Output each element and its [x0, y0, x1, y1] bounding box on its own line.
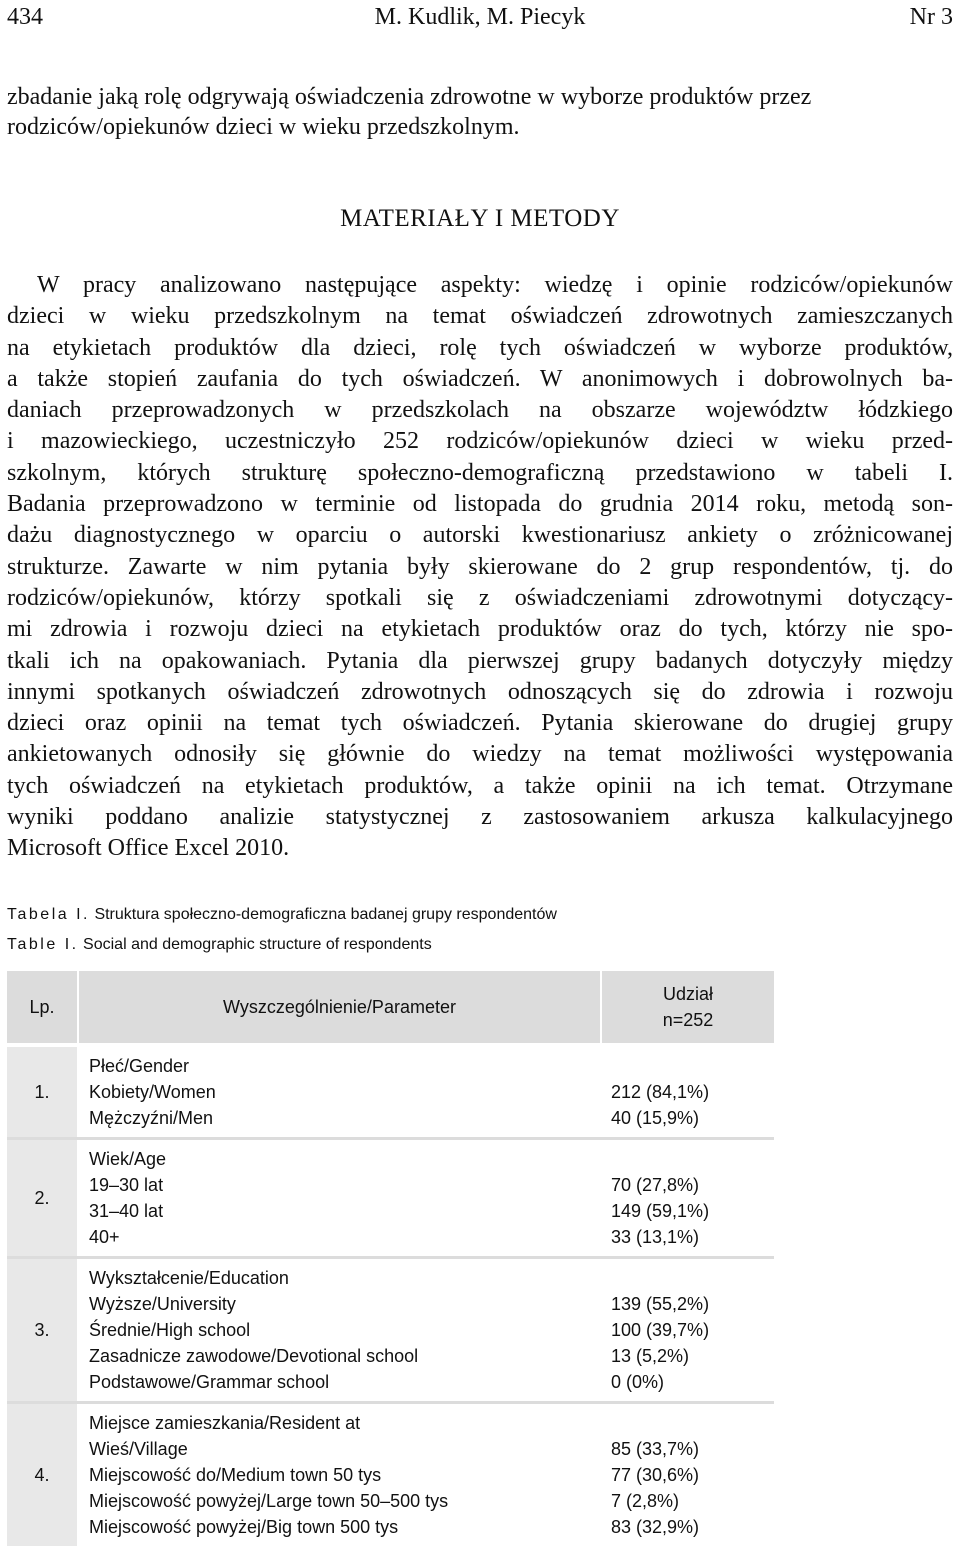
- caption-text: Struktura społeczno-demograficzna badanej grupy respondentów: [94, 906, 557, 923]
- parameter-item: 40+: [89, 1224, 591, 1250]
- running-head-authors: M. Kudlik, M. Piecyk: [7, 4, 953, 31]
- header-share-line: n=252: [610, 1007, 766, 1033]
- text-line: dażu diagnostycznego w oparciu o autorski kwestionariusz ankiety o zróżnicowanej: [7, 520, 953, 551]
- text-line: ankietowanych odnosiły się głównie do wiedzy na temat możliwości występowania: [7, 739, 953, 770]
- text-line: innymi spotkanych oświadczeń zdrowotnych odnoszących się do zdrowia i rozwoju: [7, 677, 953, 708]
- demographic-table: [7, 971, 774, 1546]
- text-line: mi zdrowia i rozwoju dzieci na etykietach produktów oraz do tych, którzy nie spo-: [7, 614, 953, 645]
- text-line: wyniki poddano analizie statystycznej z zastosowaniem arkusza kalkulacyjnego: [7, 802, 953, 833]
- table-row: [7, 1258, 774, 1403]
- text-line: rodziców/opiekunów, którzy spotkali się z oświadczeniami zdrowotnymi dotyczący-: [7, 583, 953, 614]
- share-value: 40 (15,9%): [611, 1105, 764, 1131]
- caption-label: Table I.: [7, 936, 79, 953]
- share-value: 100 (39,7%): [611, 1317, 764, 1343]
- header-lp: Lp.: [7, 971, 78, 1043]
- parameter-item: Miejscowość powyżej/Big town 500 tys: [89, 1514, 591, 1540]
- table-body: [7, 1047, 774, 1546]
- text-line: i mazowieckiego, uczestniczyło 252 rodziców/opiekunów dzieci w wieku przed-: [7, 426, 953, 457]
- text-line: a także stopień zaufania do tych oświadczeń. W anonimowych i dobrowolnych ba-: [7, 364, 953, 395]
- parameter-cell: [78, 1047, 601, 1139]
- parameter-group-label: Miejsce zamieszkania/Resident at: [89, 1410, 591, 1436]
- header-parameter: Wyszczególnienie/Parameter: [78, 971, 601, 1043]
- parameter-item: Wyższe/University: [89, 1291, 591, 1317]
- table-caption-polish: [7, 906, 557, 924]
- parameter-item: Podstawowe/Grammar school: [89, 1369, 591, 1395]
- share-value: 212 (84,1%): [611, 1079, 764, 1105]
- methods-paragraph: [7, 270, 953, 865]
- row-number: 2.: [7, 1139, 78, 1258]
- text-line: dzieci oraz opinii na temat tych oświadczeń. Pytania skierowane do drugiej grupy: [7, 708, 953, 739]
- parameter-cell: [78, 1403, 601, 1546]
- table-row: [7, 1403, 774, 1546]
- parameter-item: Średnie/High school: [89, 1317, 591, 1343]
- page-number: 434: [7, 4, 43, 31]
- share-value: [611, 1410, 764, 1436]
- parameter-cell: [78, 1139, 601, 1258]
- share-cell: [601, 1139, 774, 1258]
- parameter-item: Wieś/Village: [89, 1436, 591, 1462]
- text-line: Badania przeprowadzono w terminie od listopada do grudnia 2014 roku, metodą son-: [7, 489, 953, 520]
- share-cell: [601, 1047, 774, 1139]
- text-line: zbadanie jaką rolę odgrywają oświadczenia zdrowotne w wyborze produktów przez: [7, 82, 953, 112]
- row-number: 4.: [7, 1403, 78, 1546]
- caption-label: Tabela I.: [7, 906, 90, 923]
- share-value: 149 (59,1%): [611, 1198, 764, 1224]
- share-value: 77 (30,6%): [611, 1462, 764, 1488]
- row-number: 1.: [7, 1047, 78, 1139]
- text-line: Microsoft Office Excel 2010.: [7, 833, 953, 864]
- section-heading: MATERIAŁY I METODY: [0, 205, 960, 233]
- text-line: szkolnym, których strukturę społeczno-demograficzną przedstawiono w tabeli I.: [7, 458, 953, 489]
- share-value: 139 (55,2%): [611, 1291, 764, 1317]
- share-value: 83 (32,9%): [611, 1514, 764, 1540]
- parameter-item: 19–30 lat: [89, 1172, 591, 1198]
- parameter-item: Mężczyźni/Men: [89, 1105, 591, 1131]
- parameter-group-label: Wykształcenie/Education: [89, 1265, 591, 1291]
- row-number: 3.: [7, 1258, 78, 1403]
- parameter-item: Kobiety/Women: [89, 1079, 591, 1105]
- header-share: [601, 971, 774, 1043]
- share-value: [611, 1265, 764, 1291]
- share-cell: [601, 1403, 774, 1546]
- header-share-line: Udział: [610, 981, 766, 1007]
- share-value: 0 (0%): [611, 1369, 764, 1395]
- parameter-group-label: Wiek/Age: [89, 1146, 591, 1172]
- table-header-row: [7, 971, 774, 1043]
- parameter-group-label: Płeć/Gender: [89, 1053, 591, 1079]
- caption-text: Social and demographic structure of respondents: [83, 936, 432, 953]
- parameter-item: Miejscowość powyżej/Large town 50–500 tys: [89, 1488, 591, 1514]
- parameter-item: Miejscowość do/Medium town 50 tys: [89, 1462, 591, 1488]
- share-value: 13 (5,2%): [611, 1343, 764, 1369]
- text-line: rodziców/opiekunów dzieci w wieku przedszkolnym.: [7, 112, 953, 142]
- table-row: [7, 1047, 774, 1139]
- text-line: dzieci w wieku przedszkolnym na temat oświadczeń zdrowotnych zamieszczanych: [7, 301, 953, 332]
- share-value: [611, 1146, 764, 1172]
- share-value: 33 (13,1%): [611, 1224, 764, 1250]
- text-line: tkali ich na opakowaniach. Pytania dla pierwszej grupy badanych dotyczyły między: [7, 646, 953, 677]
- share-value: 70 (27,8%): [611, 1172, 764, 1198]
- text-line: strukturze. Zawarte w nim pytania były skierowane do 2 grup respondentów, tj. do: [7, 552, 953, 583]
- share-value: 85 (33,7%): [611, 1436, 764, 1462]
- parameter-item: Zasadnicze zawodowe/Devotional school: [89, 1343, 591, 1369]
- running-head: [7, 4, 953, 34]
- text-line: tych oświadczeń na etykietach produktów, a także opinii na ich temat. Otrzymane: [7, 771, 953, 802]
- share-value: [611, 1053, 764, 1079]
- table-caption-english: [7, 936, 432, 954]
- intro-paragraph: [7, 82, 953, 142]
- text-line: W pracy analizowano następujące aspekty: wiedzę i opinie rodziców/opiekunów: [7, 270, 953, 301]
- parameter-item: 31–40 lat: [89, 1198, 591, 1224]
- text-line: na etykietach produktów dla dzieci, rolę tych oświadczeń w wyborze produktów,: [7, 333, 953, 364]
- share-cell: [601, 1258, 774, 1403]
- table-row: [7, 1139, 774, 1258]
- issue-number: Nr 3: [910, 4, 953, 31]
- parameter-cell: [78, 1258, 601, 1403]
- share-value: 7 (2,8%): [611, 1488, 764, 1514]
- text-line: daniach przeprowadzonych w przedszkolach na obszarze województw łódzkiego: [7, 395, 953, 426]
